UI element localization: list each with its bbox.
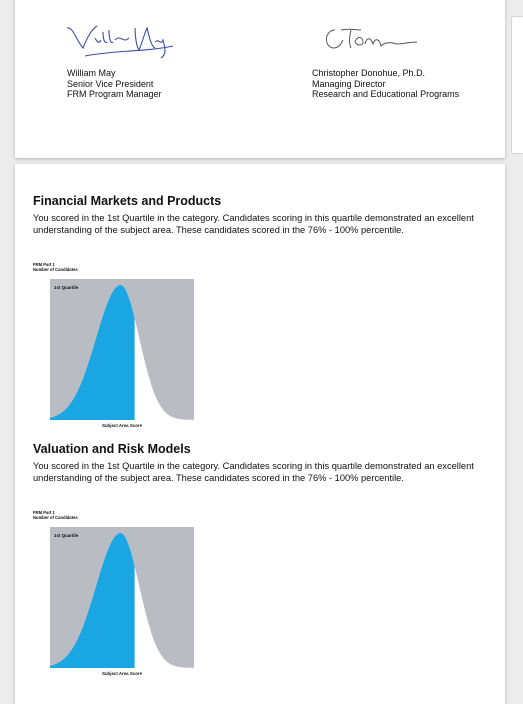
section-description: You scored in the 1st Quartile in the category. Candidates scoring in this quartile demonstrated an excellent understanding of the subject area. These candidates scored in the 76% - 100% percentile. <box>33 461 474 483</box>
chart-header <box>33 262 78 272</box>
signer-title: Managing Director <box>312 78 386 89</box>
signer-name: William May <box>67 68 116 78</box>
chart-xlabel: Subject Area Score <box>101 423 143 428</box>
section-title: Valuation and Risk Models <box>33 442 191 456</box>
signature-william-may <box>65 20 177 60</box>
signer-role: Research and Educational Programs <box>312 89 460 99</box>
signature-block-left <box>67 68 162 100</box>
page-signatures <box>15 0 505 158</box>
adjacent-page-edge <box>511 16 523 154</box>
chart-header <box>33 510 78 520</box>
signer-role: FRM Program Manager <box>67 89 162 99</box>
chart-ylabel: Number of Candidates <box>33 267 78 272</box>
signer-title: Senior Vice President <box>67 78 154 89</box>
chart-xlabel: Subject Area Score <box>101 671 143 676</box>
section-description: You scored in the 1st Quartile in the category. Candidates scoring in this quartile demonstrated an excellent understanding of the subject area. These candidates scored in the 76% - 100% percentile. <box>33 213 474 235</box>
signature-christopher-donohue <box>321 24 421 54</box>
section-title: Financial Markets and Products <box>33 194 222 208</box>
signer-name: Christopher Donohue, Ph.D. <box>312 68 426 78</box>
distribution-chart <box>50 527 194 668</box>
chart-title: FRM Part 1 <box>33 262 55 267</box>
chart-title: FRM Part 1 <box>33 510 55 515</box>
distribution-chart <box>50 279 194 420</box>
page-score-report <box>15 164 505 704</box>
quartile-label: 1st Quartile <box>54 285 79 290</box>
signature-block-right <box>312 68 459 100</box>
quartile-label: 1st Quartile <box>54 533 79 538</box>
chart-ylabel: Number of Candidates <box>33 515 78 520</box>
